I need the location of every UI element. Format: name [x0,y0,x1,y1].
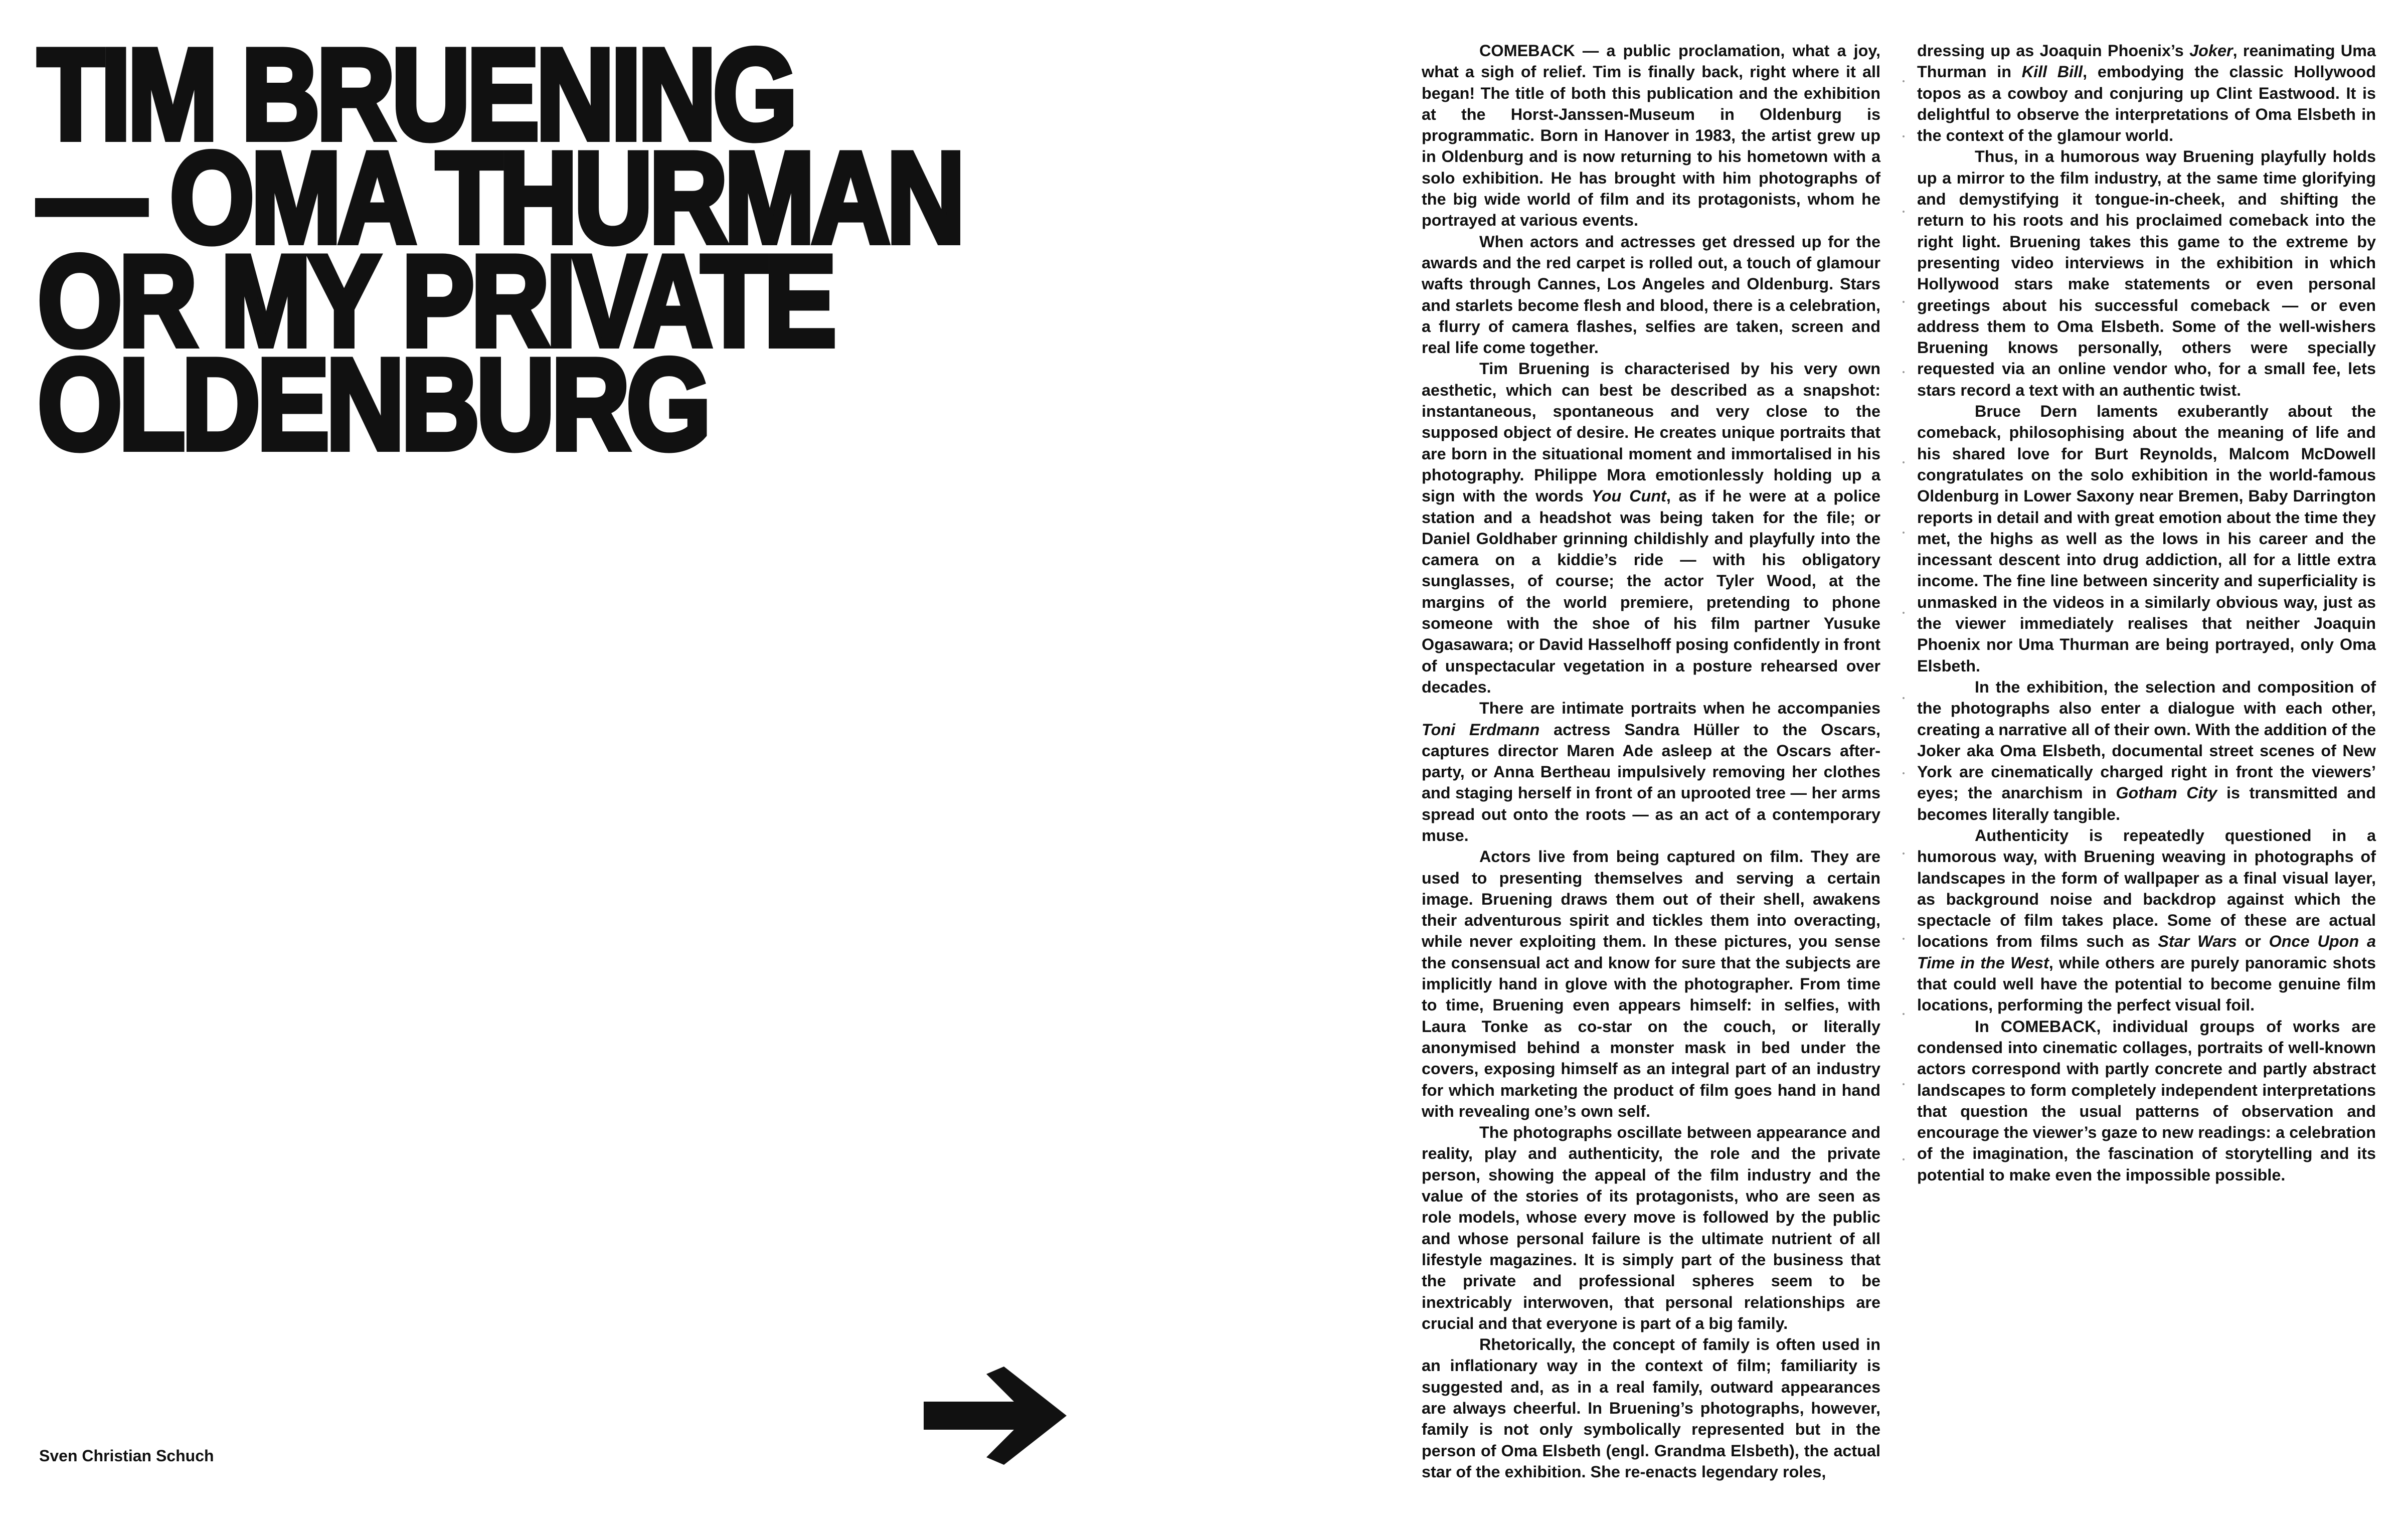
article-paragraph: Tim Bruening is characterised by his very own aesthetic, which can best be described as a snapshot: instantaneous, spontaneous and very close to the supposed object of desire. He creates unique portraits that are born in the situational moment and immortalised in his photography. Philippe Mora emotionlessly holding up a sign with the words You Cunt, as if he were at a police station and a headshot was being taken for the file; or Daniel Goldhaber grinning childishly and playfully into the camera on a kiddie’s ride — with his obligatory sunglasses, of course; the actor Tyler Wood, at the margins of the world premiere, pretending to phone someone with the shoe of his film partner Yusuke Ogasawara; or David Hasselhoff posing confidently in front of unspectacular vegetation in a posture rehearsed over decades. [1422,360,1880,696]
article-column-left [1422,40,1880,1482]
article-paragraph: Bruce Dern laments exuberantly about the comeback, philosophising about the meaning of life and his shared love for Burt Reynolds, Malcom McDowell congratulates on the solo exhibition in the world-famous Oldenburg in Lower Saxony near Bremen, Baby Darrington reports in detail and with great emotion about the time they met, the highs as well as the lows in his career and the incessant descent into drug addiction, all for a little extra income. The fine line between sincerity and superficiality is unmasked in the videos in a similarly obvious way, just as the viewer immediately realises that neither Joaquin Phoenix nor Uma Thurman are being portrayed, only Oma Elsbeth. [1917,402,2376,675]
margin-dots [1903,50,1906,1204]
article-paragraph: There are intimate portraits when he accompanies Toni Erdmann actress Sandra Hüller to the Oscars, captures director Maren Ade asleep at the Oscars after-party, or Anna Bertheau impulsively removing her clothes and staging herself in front of an uprooted tree — her arms spread out onto the roots — as an act of a contemporary muse. [1422,699,1880,844]
title-line: TIM BRUENING [38,22,794,166]
article-paragraph: In the exhibition, the selection and composition of the photographs also enter a dialogue with each other, creating a narrative all of their own. With the addition of the Joker aka Oma Elsbeth, documental street scenes of New York are cinematically charged right in front the viewers’ eyes; the anarchism in Gotham City is transmitted and becomes literally tangible. [1917,677,2376,823]
article-paragraph: Authenticity is repeatedly questioned in a humorous way, with Bruening weaving in photographs of landscapes in the form of wallpaper as a final visual layer, as background noise and backdrop against which the spectacle of film takes place. Some of these are actual locations from films such as Star Wars or Once Upon a Time in the West, while others are purely panoramic shots that could well have the potential to become genuine film locations, performing the perfect visual foil. [1917,826,2376,1014]
page-title [38,22,962,476]
title-line: OR MY PRIVATE [38,228,833,373]
title-line: — OMA THURMAN [38,125,962,270]
article-column-right [1917,40,2376,1185]
article-paragraph: When actors and actresses get dressed up for the awards and the red carpet is rolled out, a touch of glamour wafts through Cannes, Los Angeles and Oldenburg. Stars and starlets become flesh and blood, there is a celebration, a flurry of camera flashes, selfies are taken, screen and real life come together. [1422,232,1880,357]
article-paragraph: dressing up as Joaquin Phoenix’s Joker, reanimating Uma Thurman in Kill Bill, embodying the classic Hollywood topos as a cowboy and conjuring up Clint Eastwood. It is delightful to observe the interpretations of Oma Elsbeth in the context of the glamour world. [1917,42,2376,145]
article-paragraph: COMEBACK — a public proclamation, what a joy, what a sigh of relief. Tim is finally back, right where it all began! The title of both this publication and the exhibition at the Horst-Janssen-Museum in Oldenburg is programmatic. Born in Hanover in 1983, the artist grew up in Oldenburg and is now returning to his hometown with a solo exhibition. He has brought with him photographs of the big wide world of film and its protagonists, whom he portrayed at various events. [1422,42,1880,230]
right-arrow-icon [924,1367,1067,1465]
article-paragraph: Actors live from being captured on film. They are used to presenting themselves and serving a certain image. Bruening draws them out of their shell, awakens their adventurous spirit and tickles them into overacting, while never exploiting them. In these pictures, you sense the consensual act and know for sure that the subjects are implicitly hand in glove with the photographer. From time to time, Bruening even appears himself: in selfies, with Laura Tonke as co-star on the couch, or literally anonymised behind a monster mask in bed under the covers, exposing himself as an integral part of an industry for which marketing the product of film goes hand in hand with revealing one’s own self. [1422,847,1880,1120]
article-paragraph: The photographs oscillate between appearance and reality, play and authenticity, the role and the private person, showing the appeal of the film industry and the value of the stories of its protagonists, who are seen as role models, whose every move is followed by the public and whose personal failure is the ultimate nutrient of all lifestyle magazines. It is simply part of the business that the private and professional spheres seem to be inextricably interwoven, that personal relationships are crucial and that everyone is part of a big family. [1422,1123,1880,1332]
title-line: OLDENBURG [38,331,708,476]
article-paragraph: In COMEBACK, individual groups of works are condensed into cinematic collages, portraits of well-known actors correspond with partly concrete and partly abstract landscapes to form completely independent interpretations that question the usual patterns of observation and encourage the viewer’s gaze to new readings: a celebration of the imagination, the fascination of storytelling and its potential to make even the impossible possible. [1917,1017,2376,1184]
article-paragraph: Rhetorically, the concept of family is often used in an inflationary way in the context of film; familiarity is suggested and, as in a real family, outward appearances are always cheerful. In Bruening’s photographs, however, family is not only symbolically represented but in the person of Oma Elsbeth (engl. Grandma Elsbeth), the actual star of the exhibition. She re-enacts legendary roles, [1422,1335,1880,1481]
author-byline: Sven Christian Schuch [39,1447,214,1465]
article-paragraph: Thus, in a humorous way Bruening playfully holds up a mirror to the film industry, at the same time glorifying and demystifying it tongue-in-cheek, and shifting the return to his roots and his proclaimed comeback into the right light. Bruening takes this game to the extreme by presenting video interviews in the exhibition in which Hollywood stars make statements or even personal greetings about his successful comeback — or even address them to Oma Elsbeth. Some of the well-wishers Bruening knows personally, others were specially requested via an online vendor who, for a small fee, lets stars record a text with an authentic twist. [1917,147,2376,399]
